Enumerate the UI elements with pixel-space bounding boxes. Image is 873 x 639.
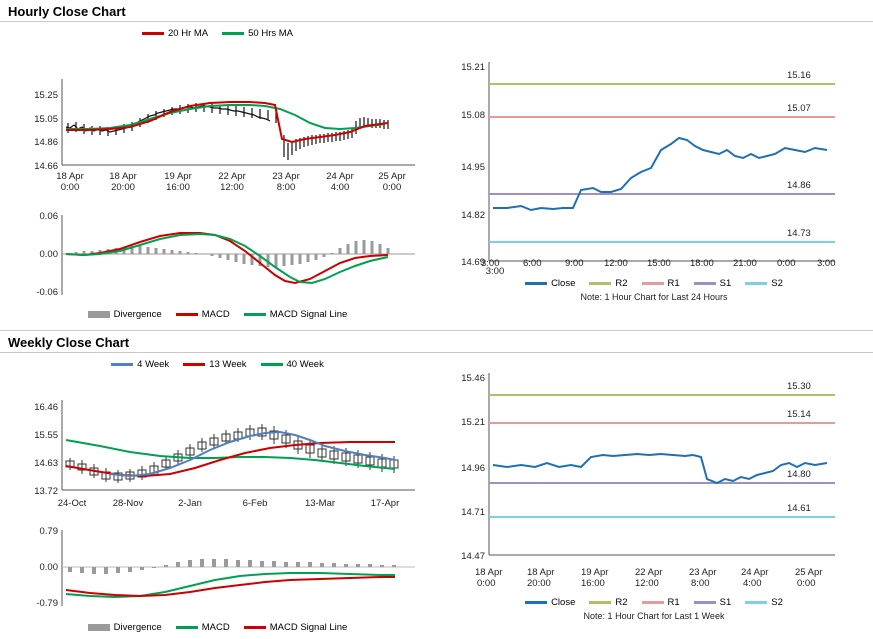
level-label-s1: 14.80	[787, 469, 811, 480]
legend-item-20hr-ma	[142, 28, 208, 39]
weekly-price-chart	[0, 370, 435, 520]
hourly-charts-row	[0, 22, 873, 326]
line-swatch-icon	[642, 282, 664, 285]
legend-label: 40 Week	[286, 359, 324, 370]
x-tick: 22 Apr	[218, 171, 246, 182]
y-tick: 14.86	[34, 137, 58, 148]
macd-signal-line	[66, 577, 395, 596]
y-tick: 14.69	[461, 257, 485, 268]
legend-item-macd	[176, 309, 230, 320]
y-tick: 14.95	[461, 162, 485, 173]
y-tick: 14.66	[34, 161, 58, 172]
line-swatch-icon	[261, 363, 283, 366]
hourly-price-chart	[0, 39, 435, 199]
legend-label: R1	[667, 278, 680, 289]
line-swatch-icon	[525, 601, 547, 604]
x-tick: 21:00	[733, 258, 757, 269]
legend-label: MACD	[201, 309, 230, 320]
legend-item-r2	[589, 597, 627, 608]
y-tick: 14.63	[34, 458, 58, 469]
legend-item-13week	[183, 359, 246, 370]
x-tick: 19 Apr	[164, 171, 192, 182]
line-swatch-icon	[589, 601, 611, 604]
x-tick: 8:00	[691, 578, 710, 589]
x-tick: 3:00	[485, 266, 505, 277]
legend-item-40week	[261, 359, 324, 370]
y-tick: 0.00	[39, 562, 58, 573]
x-tick: 0:00	[382, 182, 402, 193]
ma-4week-line	[110, 432, 395, 476]
level-label-r1: 15.14	[787, 409, 811, 420]
legend-label: Close	[551, 278, 576, 289]
level-label-r2: 15.30	[787, 381, 811, 392]
hourly-price-legend	[0, 28, 435, 39]
y-tick: 15.08	[461, 110, 485, 121]
legend-label: Divergence	[113, 309, 162, 320]
bar-swatch-icon	[88, 624, 110, 631]
x-tick: 2-Jan	[178, 498, 202, 509]
x-tick: 0:00	[60, 182, 80, 193]
x-tick: 3:00	[817, 258, 836, 269]
y-tick: 15.21	[461, 62, 485, 73]
x-tick: 8:00	[276, 182, 296, 193]
level-label-r1: 15.07	[787, 103, 811, 114]
level-label-s2: 14.61	[787, 503, 811, 514]
legend-label: 50 Hrs MA	[248, 28, 293, 39]
line-swatch-icon	[694, 282, 716, 285]
hourly-levels-plot	[435, 22, 873, 277]
hourly-levels-xticks	[435, 258, 873, 270]
x-tick: 23 Apr	[272, 171, 300, 182]
weekly-left-column	[0, 353, 435, 639]
line-swatch-icon	[111, 363, 133, 366]
x-tick: 18 Apr	[109, 171, 137, 182]
y-tick: 14.47	[461, 551, 485, 562]
legend-label: S1	[719, 278, 732, 289]
x-tick: 12:00	[604, 258, 628, 269]
legend-item-4week	[111, 359, 169, 370]
x-tick: 25 Apr	[378, 171, 406, 182]
x-tick: 18 Apr	[56, 171, 84, 182]
weekly-levels-xticks	[435, 567, 873, 591]
x-tick: 12:00	[635, 578, 659, 589]
x-tick: 15:00	[647, 258, 671, 269]
y-tick: 14.96	[461, 463, 485, 474]
y-tick: 15.46	[461, 373, 485, 384]
legend-item-r1	[642, 597, 680, 608]
y-tick: 0.79	[39, 526, 58, 537]
legend-label: MACD Signal Line	[269, 622, 348, 633]
hourly-macd-legend	[0, 309, 435, 320]
x-tick: 17-Apr	[370, 498, 400, 509]
legend-label: R2	[615, 278, 628, 289]
y-tick: 15.25	[34, 90, 58, 101]
line-swatch-icon	[176, 626, 198, 629]
legend-label: Close	[551, 597, 576, 608]
legend-label: S2	[771, 597, 783, 608]
x-tick: 0:00	[777, 258, 796, 269]
line-swatch-icon	[176, 313, 198, 316]
line-swatch-icon	[244, 313, 266, 316]
x-tick: 24-Oct	[57, 498, 87, 509]
hourly-macd-chart	[0, 199, 435, 309]
legend-label: 4 Week	[137, 359, 170, 370]
x-tick: 6-Feb	[242, 498, 268, 509]
x-tick: 4:00	[330, 182, 350, 193]
hourly-price-plot	[0, 39, 435, 199]
x-tick: 0:00	[477, 578, 496, 589]
x-tick: 3:00	[481, 258, 500, 269]
legend-item-s2	[745, 597, 783, 608]
hourly-macd-plot	[0, 199, 435, 309]
line-swatch-icon	[142, 32, 164, 35]
legend-item-macd-signal	[244, 622, 348, 633]
x-tick: 28-Nov	[112, 498, 144, 509]
line-swatch-icon	[745, 601, 767, 604]
y-tick: -0.79	[36, 598, 58, 609]
legend-label: S2	[771, 278, 783, 289]
hourly-right-column	[435, 22, 873, 326]
weekly-macd-plot	[0, 520, 435, 620]
legend-item-s1	[694, 597, 732, 608]
weekly-levels-legend	[435, 597, 873, 608]
line-swatch-icon	[745, 282, 767, 285]
weekly-levels-chart	[435, 353, 873, 591]
close-line	[493, 454, 827, 483]
legend-item-close	[525, 278, 575, 289]
legend-label: 20 Hr MA	[168, 28, 209, 39]
x-tick: 25 Apr	[795, 567, 823, 578]
weekly-macd-chart	[0, 520, 435, 620]
x-tick: 9:00	[565, 258, 584, 269]
x-tick: 18:00	[690, 258, 714, 269]
y-tick: 16.46	[34, 402, 58, 413]
weekly-price-plot	[0, 370, 435, 520]
weekly-price-legend	[0, 359, 435, 370]
hourly-levels-note: Note: 1 Hour Chart for Last 24 Hours	[580, 292, 728, 302]
legend-label: Divergence	[113, 622, 162, 633]
y-tick: -0.06	[36, 287, 58, 298]
y-tick: 15.55	[34, 430, 58, 441]
x-tick: 20:00	[527, 578, 551, 589]
legend-label: R1	[667, 597, 680, 608]
legend-item-50hr-ma	[222, 28, 293, 39]
y-tick: 0.00	[39, 249, 58, 260]
weekly-charts-row	[0, 353, 873, 639]
x-tick: 19 Apr	[581, 567, 609, 578]
x-tick: 16:00	[581, 578, 605, 589]
x-tick: 24 Apr	[326, 171, 354, 182]
legend-item-s2	[745, 278, 783, 289]
y-tick: 14.71	[461, 507, 485, 518]
legend-item-close	[525, 597, 575, 608]
macd-line	[66, 573, 395, 597]
line-swatch-icon	[642, 601, 664, 604]
y-tick: 0.06	[39, 211, 58, 222]
y-tick: 14.82	[461, 210, 485, 221]
x-tick: 6:00	[523, 258, 542, 269]
hourly-levels-chart	[435, 22, 873, 277]
x-tick: 24 Apr	[741, 567, 769, 578]
level-label-s1: 14.86	[787, 180, 811, 191]
x-tick: 20:00	[111, 182, 135, 193]
legend-item-macd-signal	[244, 309, 348, 320]
legend-item-s1	[694, 278, 732, 289]
weekly-macd-legend	[0, 622, 435, 633]
x-tick: 0:00	[797, 578, 816, 589]
legend-label: MACD	[201, 622, 230, 633]
legend-item-divergence	[88, 309, 162, 320]
legend-item-r2	[589, 278, 627, 289]
legend-label: MACD Signal Line	[269, 309, 348, 320]
x-tick: 12:00	[220, 182, 244, 193]
y-tick: 15.21	[461, 417, 485, 428]
line-swatch-icon	[694, 601, 716, 604]
x-tick: 23 Apr	[689, 567, 717, 578]
bar-swatch-icon	[88, 311, 110, 318]
hourly-levels-legend	[435, 278, 873, 289]
weekly-section	[0, 331, 873, 639]
level-label-r2: 15.16	[787, 70, 811, 81]
weekly-right-column	[435, 353, 873, 639]
weekly-levels-note: Note: 1 Hour Chart for Last 1 Week	[583, 611, 725, 621]
weekly-levels-plot	[435, 353, 873, 575]
legend-item-r1	[642, 278, 680, 289]
price-bars	[66, 103, 388, 160]
legend-label: 13 Week	[209, 359, 247, 370]
x-tick: 18 Apr	[527, 567, 555, 578]
hourly-section-title: Hourly Close Chart	[8, 4, 126, 19]
x-tick: 22 Apr	[635, 567, 663, 578]
line-swatch-icon	[589, 282, 611, 285]
x-tick: 4:00	[743, 578, 762, 589]
x-tick: 18 Apr	[475, 567, 503, 578]
weekly-section-title: Weekly Close Chart	[8, 335, 130, 350]
close-line	[493, 138, 827, 210]
line-swatch-icon	[222, 32, 244, 35]
legend-label: S1	[719, 597, 732, 608]
legend-item-macd	[176, 622, 230, 633]
line-swatch-icon	[183, 363, 205, 366]
level-label-s2: 14.73	[787, 228, 811, 239]
x-tick: 16:00	[166, 182, 190, 193]
line-swatch-icon	[525, 282, 547, 285]
legend-label: R2	[615, 597, 628, 608]
x-tick: 13-Mar	[304, 498, 336, 509]
legend-item-divergence	[88, 622, 162, 633]
hourly-left-column	[0, 22, 435, 326]
y-tick: 15.05	[34, 114, 58, 125]
y-tick: 13.72	[34, 486, 58, 497]
line-swatch-icon	[244, 626, 266, 629]
